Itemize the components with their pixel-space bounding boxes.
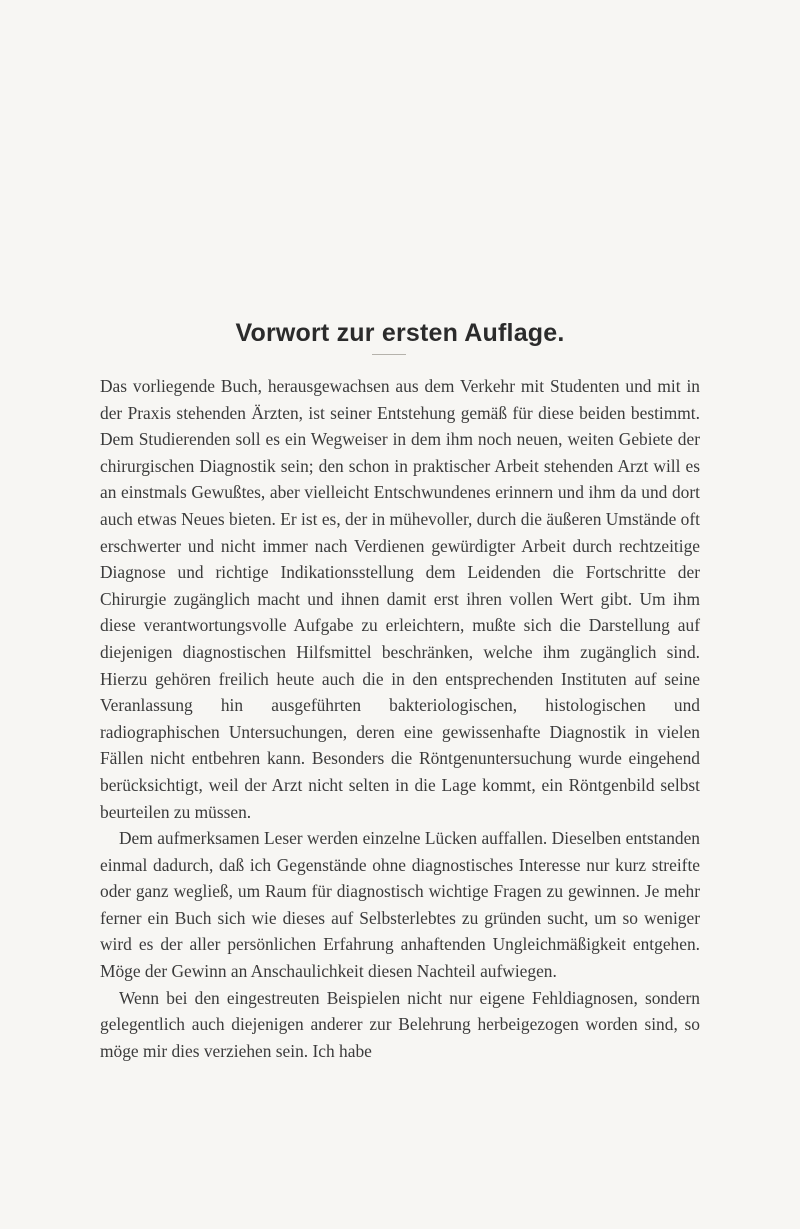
paragraph-1: Das vorliegende Buch, herausgewachsen aus dem Verkehr mit Studenten und mit in der Praxis stehenden Ärzten, ist seiner Entstehung gemäß für diese beiden bestimmt. Dem Studierenden soll es ein Wegweiser in dem ihm noch neuen, weiten Gebiete der chirurgischen Diagnostik sein; den schon in praktischer Arbeit stehenden Arzt will es an einstmals Gewußtes, aber vielleicht Entschwundenes erinnern und ihm da und dort auch etwas Neues bieten. Er ist es, der in mühevoller, durch die äußeren Umstände oft erschwerter und nicht immer nach Verdienen gewürdigter Arbeit durch rechtzeitige Diagnose und richtige Indikationsstellung dem Leidenden die Fortschritte der Chirurgie zugänglich macht und ihnen damit erst ihren vollen Wert gibt. Um ihm diese verantwortungsvolle Aufgabe zu erleichtern, mußte sich die Darstellung auf diejenigen diagnostischen Hilfsmittel beschränken, welche ihm zugänglich sind. Hierzu gehören freilich heute auch die in den entsprechenden Instituten auf seine Veranlassung hin ausgeführten bakteriologischen, histologischen und radiographischen Untersuchungen, deren eine gewissenhafte Diagnostik in vielen Fällen nicht entbehren kann. Besonders die Röntgenuntersuchung wurde eingehend berücksichtigt, weil der Arzt nicht selten in die Lage kommt, ein Röntgenbild selbst beurteilen zu müssen. xyxy=(100,376,700,822)
preface-body xyxy=(100,373,700,1064)
page-title: Vorwort zur ersten Auflage. xyxy=(235,318,565,347)
title-divider xyxy=(372,354,406,355)
paragraph-2: Dem aufmerksamen Leser werden einzelne Lücken auffallen. Dieselben entstanden einmal dadurch, daß ich Gegenstände ohne diagnostisches Interesse nur kurz streifte oder ganz wegließ, um Raum für diagnostisch wichtige Fragen zu gewinnen. Je mehr ferner ein Buch sich wie dieses auf Selbsterlebtes zu gründen sucht, um so weniger wird es der aller persönlichen Erfahrung anhaftenden Ungleichmäßigkeit entgehen. Möge der Gewinn an Anschaulichkeit diesen Nachteil aufwiegen. xyxy=(100,828,700,982)
paragraph-3: Wenn bei den eingestreuten Beispielen nicht nur eigene Fehldiagnosen, sondern gelegentlich auch diejenigen anderer zur Belehrung herbeigezogen worden sind, so möge mir dies verziehen sein. Ich habe xyxy=(100,987,700,1061)
